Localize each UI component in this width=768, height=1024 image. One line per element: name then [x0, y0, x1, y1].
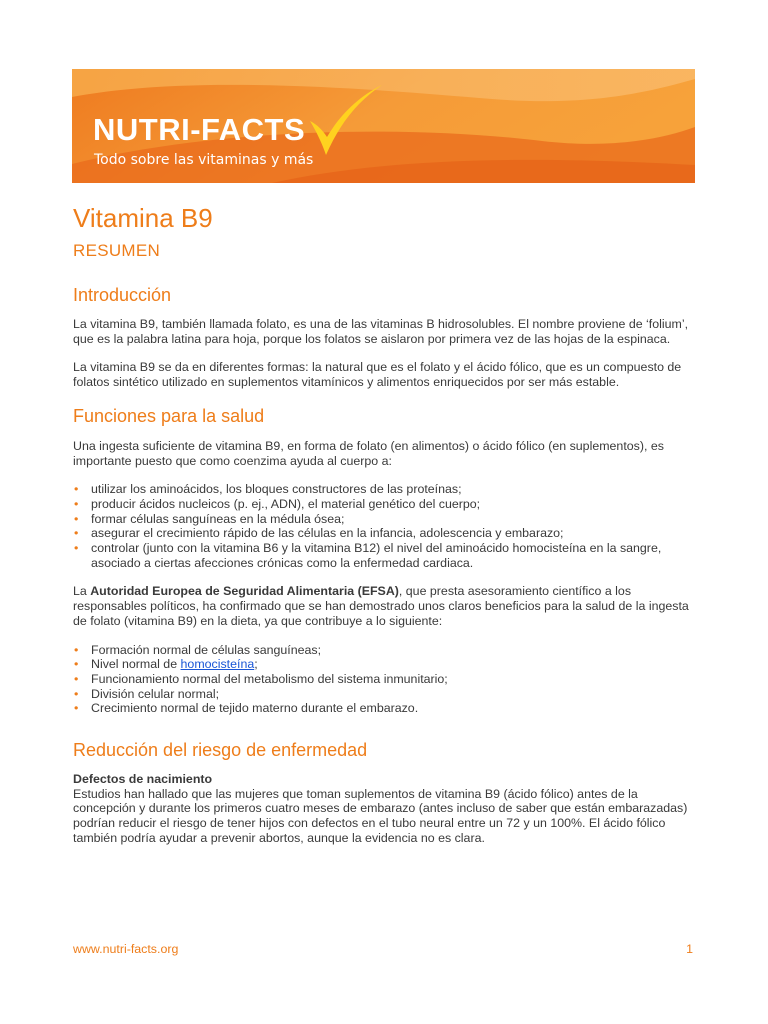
list-item: • formar células sanguíneas en la médula ósea;	[73, 512, 695, 527]
list-item: • División celular normal;	[73, 687, 695, 702]
list-item: • producir ácidos nucleicos (p. ej., ADN), el material genético del cuerpo;	[73, 497, 695, 512]
text: Defectos de nacimiento	[73, 772, 213, 787]
document-body	[73, 198, 695, 846]
text: Nivel normal de	[91, 657, 181, 672]
checkmark-icon	[306, 81, 386, 161]
page-title: Vitamina B9	[73, 203, 213, 233]
paragraph: Estudios han hallado que las mujeres que toman suplementos de vitamina B9 (ácido fólico) antes de la concepción y durante los primeros cuatro meses de embarazo (antes incluso de saber que están embarazadas) podrían reducir el riesgo de tener hijos con defectos en el tubo neural entre un 72 y un 100%. El ácido fólico también podría ayudar a prevenir abortos, aunque la evidencia no es clara.	[73, 786, 688, 845]
list-item: • Formación normal de células sanguíneas;	[73, 643, 695, 658]
list-item	[73, 657, 695, 672]
paragraph: Una ingesta suficiente de vitamina B9, en forma de folato (en alimentos) o ácido fólico (en suplementos), es importante puesto que como coenzima ayuda al cuerpo a:	[73, 438, 664, 468]
page-subtitle: RESUMEN	[73, 241, 161, 260]
list-item: • utilizar los aminoácidos, los bloques constructores de las proteínas;	[73, 482, 695, 497]
header-banner	[72, 69, 695, 183]
list-item: • asegurar el crecimiento rápido de las células en la infancia, adolescencia y embarazo;	[73, 526, 695, 541]
bullet-list	[73, 643, 695, 717]
page-number: 1	[686, 942, 693, 956]
list-item: • controlar (junto con la vitamina B6 y la vitamina B12) el nivel del aminoácido homocisteína en la sangre, asociado a ciertas afecciones crónicas como la enfermedad cardiaca.	[73, 541, 695, 570]
paragraph: La vitamina B9, también llamada folato, es una de las vitaminas B hidrosolubles. El nombre proviene de ‘folium’, que es la palabra latina para hoja, porque los folatos se aislaron por primera vez de las hojas de la espinaca.	[73, 317, 689, 346]
section-heading-introduccion: Introducción	[73, 285, 172, 305]
efsa-name: Autoridad Europea de Seguridad Alimentaria (EFSA)	[90, 584, 399, 599]
list-item: • Funcionamiento normal del metabolismo del sistema inmunitario;	[73, 672, 695, 687]
paragraph: La vitamina B9 se da en diferentes formas: la natural que es el folato y el ácido fólico, que es un compuesto de folatos sintético utilizado en suplementos vitamínicos y alimentos enriquecidos por ser más estable.	[73, 360, 682, 390]
brand-tagline: Todo sobre las vitaminas y más	[94, 152, 314, 168]
section-heading-reduccion: Reducción del riesgo de enfermedad	[73, 740, 368, 761]
homocisteina-link[interactable]: homocisteína	[180, 657, 255, 672]
paragraph	[73, 584, 695, 628]
brand-logo-text: NUTRI-FACTS	[93, 112, 306, 147]
section-heading-funciones: Funciones para la salud	[73, 405, 265, 426]
subsection-heading	[73, 772, 695, 787]
footer-url: www.nutri-facts.org	[73, 942, 179, 956]
page-footer	[73, 942, 695, 956]
text: ;	[254, 657, 258, 672]
bullet-list	[73, 482, 695, 570]
text: La	[73, 584, 91, 599]
text: , que presta asesoramiento científico a los responsables políticos, ha confirmado que se han demostrado unos claros beneficios para la salud de la ingesta de folato (vitamina B9) en la dieta, ya que contribuye a lo siguiente:	[73, 584, 689, 628]
list-item: • Crecimiento normal de tejido materno durante el embarazo.	[73, 701, 695, 716]
